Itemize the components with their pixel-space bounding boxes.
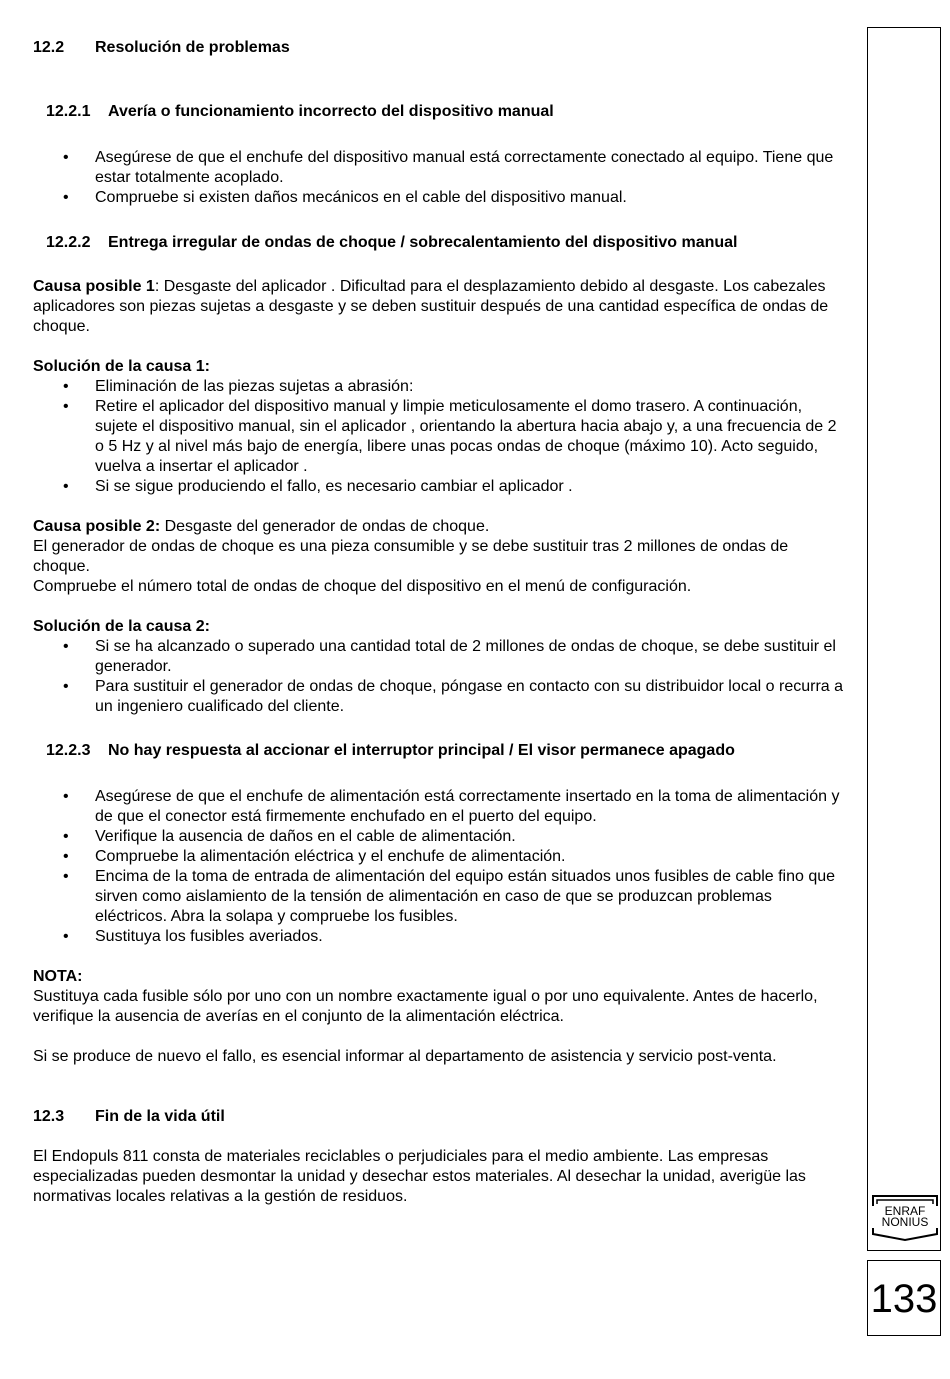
bullet-icon: •: [63, 189, 69, 206]
logo-line-1: ENRAF: [884, 1204, 926, 1218]
margin-sidebar: [867, 27, 941, 1251]
section-heading-12-2-1: [33, 102, 848, 122]
section-number: 12.2.2: [46, 234, 91, 251]
list-item-text: Para sustituir el generador de ondas de choque, póngase en contacto con su distribuidor local o recurra a un ingeniero cualificado del cliente.: [95, 678, 844, 715]
bullet-icon: •: [63, 788, 69, 805]
bullet-list-12-2-1: [33, 148, 848, 208]
cause-2-text: Desgaste del generador de ondas de choque.: [160, 518, 490, 535]
section-title: Avería o funcionamiento incorrecto del dispositivo manual: [108, 103, 554, 120]
list-item: [33, 867, 848, 927]
section-title: Entrega irregular de ondas de choque / sobrecalentamiento del dispositivo manual: [108, 234, 738, 251]
bullet-list-solution-2: [33, 637, 848, 717]
section-number: 12.2.1: [46, 103, 91, 120]
list-item: [33, 148, 848, 188]
cause-2-paragraph: [33, 517, 848, 537]
bullet-icon: •: [63, 678, 69, 695]
list-item-text: Eliminación de las piezas sujetas a abrasión:: [95, 378, 414, 395]
document-body: [33, 38, 848, 1207]
list-item-text: Asegúrese de que el enchufe del dispositivo manual está correctamente conectado al equipo. Tiene que estar totalmente acoplado.: [95, 149, 834, 186]
note-text: Sustituya cada fusible sólo por uno con un nombre exactamente igual o por uno equivalente. Antes de hacerlo, verifique la ausencia de averías en el conjunto de la alimentación eléctrica.: [33, 988, 818, 1025]
bullet-icon: •: [63, 378, 69, 395]
list-item-text: Si se sigue produciendo el fallo, es necesario cambiar el aplicador .: [95, 478, 573, 495]
bullet-icon: •: [63, 868, 69, 885]
enraf-nonius-logo: [869, 1188, 941, 1242]
list-item: [33, 397, 848, 477]
cause-1-label: Causa posible 1: [33, 278, 155, 295]
section-title: Resolución de problemas: [95, 39, 290, 56]
list-item: [33, 847, 848, 867]
list-item-text: Si se ha alcanzado o superado una cantidad total de 2 millones de ondas de choque, se debe sustituir el generador.: [95, 638, 836, 675]
bullet-list-solution-1: [33, 377, 848, 497]
section-number: 12.2: [33, 39, 65, 56]
section-heading-12-2-2: [33, 233, 848, 253]
section-heading-12-3: [33, 1107, 848, 1127]
note-label: NOTA:: [33, 968, 83, 985]
bullet-icon: •: [63, 928, 69, 945]
solution-1-label: Solución de la causa 1:: [33, 358, 210, 375]
list-item: [33, 787, 848, 827]
repeat-failure-text: Si se produce de nuevo el fallo, es esencial informar al departamento de asistencia y servicio post-venta.: [33, 1048, 777, 1065]
list-item: [33, 188, 848, 208]
cause-2-detail: El generador de ondas de choque es una pieza consumible y se debe sustituir tras 2 millones de ondas de choque.: [33, 538, 789, 575]
list-item: [33, 827, 848, 847]
section-number: 12.2.3: [46, 742, 91, 759]
cause-2-check: Compruebe el número total de ondas de choque del dispositivo en el menú de configuración.: [33, 578, 692, 595]
list-item: [33, 377, 848, 397]
list-item-text: Compruebe si existen daños mecánicos en el cable del dispositivo manual.: [95, 189, 627, 206]
list-item: [33, 677, 848, 717]
section-number: 12.3: [33, 1108, 65, 1125]
solution-2-label: Solución de la causa 2:: [33, 618, 210, 635]
list-item-text: Verifique la ausencia de daños en el cable de alimentación.: [95, 828, 516, 845]
logo-line-2: NONIUS: [881, 1215, 929, 1229]
bullet-icon: •: [63, 149, 69, 166]
cause-2-label: Causa posible 2:: [33, 518, 161, 535]
section-heading-12-2: [33, 38, 848, 58]
list-item-text: Sustituya los fusibles averiados.: [95, 928, 323, 945]
end-of-life-text: El Endopuls 811 consta de materiales reciclables o perjudiciales para el medio ambiente. Las empresas especializadas pueden desmontar la unidad y desechar estos materiales. Al desechar la unidad, averigüe las normativas locales relativas a la gestión de residuos.: [33, 1148, 806, 1205]
page-number: 133: [870, 1277, 938, 1321]
page-number-box: [867, 1260, 941, 1336]
list-item: [33, 477, 848, 497]
bullet-list-12-2-3: [33, 787, 848, 947]
bullet-icon: •: [63, 478, 69, 495]
section-title: No hay respuesta al accionar el interruptor principal / El visor permanece apagado: [108, 742, 735, 759]
section-title: Fin de la vida útil: [95, 1108, 225, 1125]
list-item: [33, 927, 848, 947]
list-item-text: Retire el aplicador del dispositivo manual y limpie meticulosamente el domo trasero. A continuación, sujete el dispositivo manual, sin el aplicador , orientando la abertura hacia abajo y, a una frecuencia de 2 o 5 Hz y al nivel más bajo de energía, libere unas pocas ondas de choque (máximo 10). Acto seguido, vuelva a insertar el aplicador .: [95, 398, 837, 475]
bullet-icon: •: [63, 848, 69, 865]
bullet-icon: •: [63, 398, 69, 415]
section-heading-12-2-3: [33, 741, 848, 761]
cause-1-text: : Desgaste del aplicador . Dificultad para el desplazamiento debido al desgaste. Los cabezales aplicadores son piezas sujetas a desgaste y se deben sustituir después de una cantidad específica de ondas de choque.: [33, 278, 829, 335]
list-item-text: Encima de la toma de entrada de alimentación del equipo están situados unos fusibles de cable fino que sirven como aislamiento de la tensión de alimentación en caso de que se produzcan problemas eléctricos. Abra la solapa y compruebe los fusibles.: [95, 868, 836, 925]
bullet-icon: •: [63, 638, 69, 655]
list-item-text: Compruebe la alimentación eléctrica y el enchufe de alimentación.: [95, 848, 566, 865]
bullet-icon: •: [63, 828, 69, 845]
cause-1-paragraph: [33, 277, 848, 337]
list-item: [33, 637, 848, 677]
list-item-text: Asegúrese de que el enchufe de alimentación está correctamente insertado en la toma de alimentación y de que el conector está firmemente enchufado en el puerto del equipo.: [95, 788, 840, 825]
